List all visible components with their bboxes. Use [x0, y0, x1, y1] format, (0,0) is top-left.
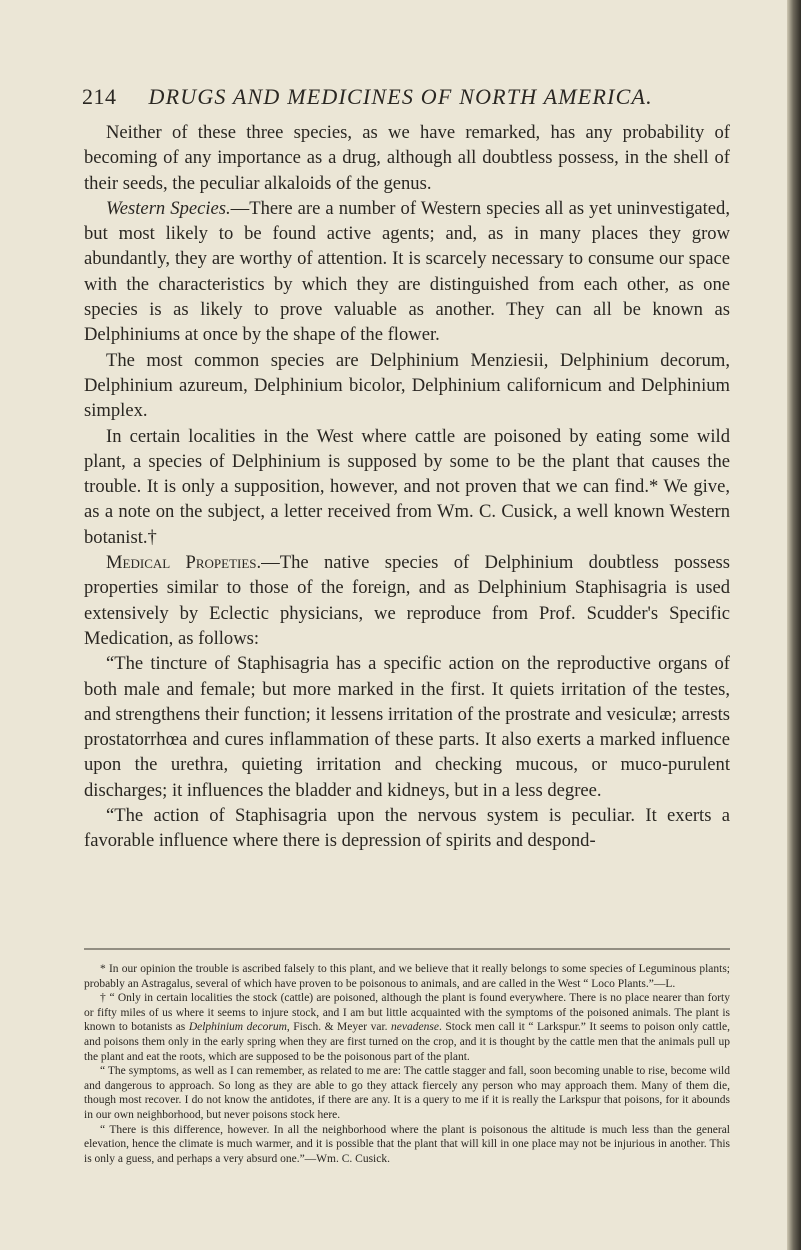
footnote-variety-name: nevadense	[391, 1021, 439, 1034]
footnote-difference: “ There is this difference, however. In all the neighborhood where the plant is poisonous the altitude is much less than the general elevation, hence the climate is much warmer, and it is possible that the plant that will kill in one place may not be injurious in another. This is only a guess, and perhaps a very absurd one.”—Wm. C. Cusick.	[84, 1123, 730, 1165]
paragraph-western-species	[84, 196, 730, 348]
paragraph-medical-properties	[84, 550, 730, 651]
main-text	[84, 120, 730, 854]
footnote-symptoms: “ The symptoms, as well as I can remember, as related to me are: The cattle stagger and fall, soon becoming unable to rise, become wild and dangerous to approach. So long as they are able to go they attack fiercely any person who may approach them. Many of them die, though most recover. I do not know the antidotes, if there are any. It is a query to me if it is really the Larkspur that poisons, for it abounds in our own neighborhood, but never poisons stock here.	[84, 1065, 730, 1121]
footnote-cusick-text-a: † “ Only in certain localities the stock (cattle) are poisoned, although the plant is found everywhere. There is no place nearer than forty or fifty miles of us where it seems to injure stock, and I am but little acquainted with the symptoms of the poisoned animals. The plant is known to botanists as	[84, 992, 730, 1034]
paragraph-western-species-text: —There are a number of Western species all as yet uninvestigated, but most likely to be found active agents; and, as in many places they grow abundantly, they are worthy of attention. It is scarcely necessary to consume our space with the characteristics by which they are distinguished from each other, as one species is as likely to prove valuable as another. They can all be known as Delphiniums at once by the shape of the flower.	[84, 197, 730, 346]
footnote-cusick-text-c: , Fisch. & Meyer var.	[286, 1021, 392, 1034]
running-header	[82, 84, 722, 110]
paragraph-quote-reproductive: “The tincture of Staphisagria has a specific action on the reproductive organs of both male and female; but more marked in the first. It quiets irritation of the testes, and strengthens their function; it lessens irritation of the prostrate and vesiculæ; arrests prostatorrhœa and cures inflammation of these parts. It also exerts a marked influence upon the urethra, quieting irritation and checking mucous, or muco-purulent discharges; it influences the bladder and kidneys, but in a less degree.	[84, 653, 730, 801]
footnote-divider	[84, 947, 730, 951]
section-heading-western-species: Western Species.	[106, 197, 231, 219]
running-title: DRUGS AND MEDICINES OF NORTH AMERICA.	[148, 84, 653, 109]
footnote-cusick-letter	[84, 991, 730, 1064]
page-number: 214	[82, 84, 117, 109]
paragraph-cattle-poisoning: In certain localities in the West where cattle are poisoned by eating some wild plant, a species of Delphinium is supposed by some to be the plant that causes the trouble. It is only a supposition, however, and not proven that we can find.* We give, as a note on the subject, a letter received from Wm. C. Cusick, a well known Western botanist.†	[84, 425, 730, 548]
paragraph-medical-properties-text: —The native species of Delphinium doubtless possess properties similar to those of the foreign, and as Delphinium Staphisagria is used extensively by Eclectic physicians, we reproduce from Prof. Scudder's Specific Medication, as follows:	[84, 552, 731, 649]
section-heading-medical-properties: Medical Propeties.	[106, 552, 262, 574]
footnote-species-name: Delphinium decorum	[188, 1021, 287, 1034]
footnote-cusick-text-e: . Stock men call it “ Larkspur.” It seems to poison only cattle, and poisons them only in the early spring when they are first turned on the crop, and it is thought by the cattle men that the animals pull up the plant and eat the roots, which are supposed to be the poisonous part of the plant.	[84, 1021, 730, 1063]
paragraph-common-species: The most common species are Delphinium Menziesii, Delphinium decorum, Delphinium azureum, Delphinium bicolor, Delphinium californicum and Delphinium simplex.	[84, 349, 730, 422]
paragraph-quote-nervous: “The action of Staphisagria upon the nervous system is peculiar. It exerts a favorable influence where there is depression of spirits and despond-	[84, 805, 730, 852]
footnotes	[84, 962, 730, 1166]
page-edge-shadow	[787, 0, 801, 1250]
footnote-loco-plants: * In our opinion the trouble is ascribed falsely to this plant, and we believe that it really belongs to some species of Leguminous plants; probably an Astragalus, several of which have proven to be poisonous to animals, and are called in the West “ Loco Plants.”—L.	[84, 963, 730, 990]
paragraph-intro: Neither of these three species, as we have remarked, has any probability of becoming of any importance as a drug, although all doubtless possess, in the shell of their seeds, the peculiar alkaloids of the genus.	[84, 122, 730, 194]
